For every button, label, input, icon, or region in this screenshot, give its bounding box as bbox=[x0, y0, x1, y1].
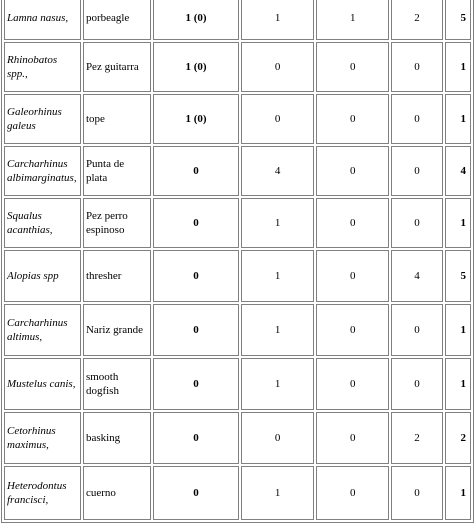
total-cell: 1 bbox=[445, 198, 471, 248]
count-cell-4: 4 bbox=[391, 250, 442, 302]
count-cell-1: 1 (0) bbox=[153, 0, 239, 40]
total-cell: 1 bbox=[445, 466, 471, 520]
count-cell-3: 0 bbox=[316, 42, 389, 92]
count-cell-3: 0 bbox=[316, 146, 389, 196]
count-cell-1: 1 (0) bbox=[153, 42, 239, 92]
common-name-cell: tope bbox=[83, 94, 151, 144]
count-cell-1: 1 (0) bbox=[153, 94, 239, 144]
count-cell-1: 0 bbox=[153, 304, 239, 356]
scientific-name-cell: Rhinobatos spp., bbox=[4, 42, 81, 92]
table-row bbox=[4, 250, 471, 302]
count-cell-4: 0 bbox=[391, 198, 442, 248]
count-cell-2: 1 bbox=[241, 304, 314, 356]
count-cell-4: 0 bbox=[391, 466, 442, 520]
table-row bbox=[4, 466, 471, 520]
count-cell-3: 1 bbox=[316, 0, 389, 40]
species-table bbox=[1, 0, 474, 523]
count-cell-1: 0 bbox=[153, 466, 239, 520]
common-name-cell: Nariz grande bbox=[83, 304, 151, 356]
scientific-name-cell: Alopias spp bbox=[4, 250, 81, 302]
scientific-name-cell: Squalus acanthias, bbox=[4, 198, 81, 248]
count-cell-3: 0 bbox=[316, 358, 389, 410]
count-cell-4: 2 bbox=[391, 0, 442, 40]
table-row bbox=[4, 304, 471, 356]
count-cell-4: 0 bbox=[391, 358, 442, 410]
table-row bbox=[4, 146, 471, 196]
count-cell-3: 0 bbox=[316, 94, 389, 144]
total-cell: 1 bbox=[445, 42, 471, 92]
count-cell-4: 0 bbox=[391, 146, 442, 196]
common-name-cell: Pez guitarra bbox=[83, 42, 151, 92]
scientific-name-cell: Heterodontus francisci, bbox=[4, 466, 81, 520]
table-row bbox=[4, 358, 471, 410]
table-row bbox=[4, 0, 471, 40]
total-cell: 2 bbox=[445, 412, 471, 464]
total-cell: 1 bbox=[445, 304, 471, 356]
scientific-name-cell: Lamna nasus, bbox=[4, 0, 81, 40]
common-name-cell: Pez perro espinoso bbox=[83, 198, 151, 248]
count-cell-1: 0 bbox=[153, 146, 239, 196]
count-cell-3: 0 bbox=[316, 412, 389, 464]
scientific-name-cell: Carcharhinus altimus, bbox=[4, 304, 81, 356]
common-name-cell: porbeagle bbox=[83, 0, 151, 40]
count-cell-2: 1 bbox=[241, 250, 314, 302]
count-cell-4: 0 bbox=[391, 304, 442, 356]
total-cell: 4 bbox=[445, 146, 471, 196]
count-cell-2: 4 bbox=[241, 146, 314, 196]
table-row bbox=[4, 42, 471, 92]
scientific-name-cell: Mustelus canis, bbox=[4, 358, 81, 410]
count-cell-2: 1 bbox=[241, 358, 314, 410]
count-cell-2: 0 bbox=[241, 412, 314, 464]
count-cell-2: 1 bbox=[241, 466, 314, 520]
common-name-cell: smooth dogfish bbox=[83, 358, 151, 410]
common-name-cell: cuerno bbox=[83, 466, 151, 520]
common-name-cell: Punta de plata bbox=[83, 146, 151, 196]
count-cell-1: 0 bbox=[153, 412, 239, 464]
count-cell-1: 0 bbox=[153, 250, 239, 302]
count-cell-4: 0 bbox=[391, 42, 442, 92]
count-cell-2: 0 bbox=[241, 42, 314, 92]
species-table-container bbox=[1, 0, 474, 523]
table-row bbox=[4, 94, 471, 144]
total-cell: 1 bbox=[445, 358, 471, 410]
count-cell-3: 0 bbox=[316, 466, 389, 520]
scientific-name-cell: Carcharhinus albimarginatus, bbox=[4, 146, 81, 196]
count-cell-1: 0 bbox=[153, 198, 239, 248]
count-cell-2: 0 bbox=[241, 94, 314, 144]
count-cell-3: 0 bbox=[316, 304, 389, 356]
count-cell-2: 1 bbox=[241, 198, 314, 248]
table-row bbox=[4, 412, 471, 464]
scientific-name-cell: Cetorhinus maximus, bbox=[4, 412, 81, 464]
total-cell: 5 bbox=[445, 250, 471, 302]
common-name-cell: thresher bbox=[83, 250, 151, 302]
total-cell: 5 bbox=[445, 0, 471, 40]
table-row bbox=[4, 198, 471, 248]
common-name-cell: basking bbox=[83, 412, 151, 464]
total-cell: 1 bbox=[445, 94, 471, 144]
scientific-name-cell: Galeorhinus galeus bbox=[4, 94, 81, 144]
species-table-body bbox=[4, 0, 471, 520]
count-cell-1: 0 bbox=[153, 358, 239, 410]
count-cell-3: 0 bbox=[316, 198, 389, 248]
count-cell-4: 0 bbox=[391, 94, 442, 144]
count-cell-4: 2 bbox=[391, 412, 442, 464]
count-cell-2: 1 bbox=[241, 0, 314, 40]
count-cell-3: 0 bbox=[316, 250, 389, 302]
